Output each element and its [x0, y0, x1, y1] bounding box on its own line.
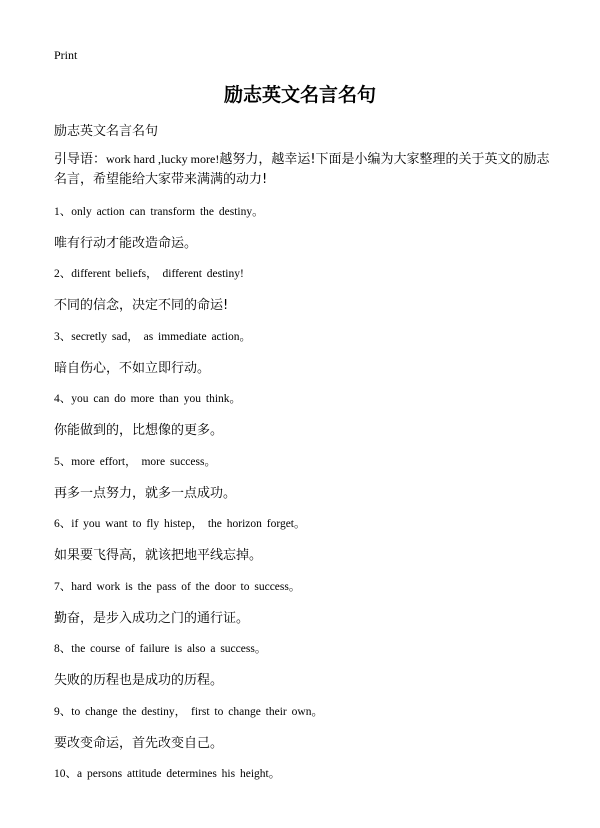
quote-9-english: 9、to change the destiny， first to change their own。	[54, 706, 323, 718]
quote-8-chinese: 失败的历程也是成功的历程。	[54, 673, 224, 688]
document-subtitle: 励志英文名言名句	[54, 124, 159, 139]
document-title: 励志英文名言名句	[223, 84, 376, 106]
quote-5-chinese: 再多一点努力，就多一点成功。	[54, 486, 237, 501]
intro-rest: 越努力，越幸运!下面是小编为大家整理的关于英文的励志名言，希望能给大家带来满满的动力!	[54, 152, 550, 187]
quote-10-english: 10、a persons attitude determines his height。	[54, 768, 281, 780]
quote-6-english: 6、if you want to fly histep， the horizon forget。	[54, 518, 306, 530]
quote-7-english: 7、hard work is the pass of the door to success。	[54, 581, 301, 593]
intro-lead: 引导语：	[54, 152, 107, 167]
quote-3-english: 3、secretly sad， as immediate action。	[54, 331, 252, 343]
quote-5-english: 5、more effort， more success。	[54, 456, 216, 468]
quote-1-english: 1、only action can transform the destiny。	[54, 206, 264, 218]
quote-2-chinese: 不同的信念，决定不同的命运!	[54, 298, 229, 313]
quote-9-chinese: 要改变命运，首先改变自己。	[54, 736, 224, 751]
quote-4-chinese: 你能做到的，比想像的更多。	[54, 423, 224, 438]
quote-7-chinese: 勤奋，是步入成功之门的通行证。	[54, 611, 250, 626]
intro-paragraph	[54, 149, 554, 190]
quote-8-english: 8、the course of failure is also a success。	[54, 643, 267, 655]
quote-4-english: 4、you can do more than you think。	[54, 393, 242, 405]
intro-english: work hard ,lucky more!	[106, 152, 220, 166]
print-label: Print	[54, 48, 78, 62]
quote-1-chinese: 唯有行动才能改造命运。	[54, 236, 198, 251]
quote-3-chinese: 暗自伤心，不如立即行动。	[54, 361, 211, 376]
quote-2-english: 2、different beliefs， different destiny!	[54, 268, 244, 280]
quote-6-chinese: 如果要飞得高，就该把地平线忘掉。	[54, 548, 263, 563]
